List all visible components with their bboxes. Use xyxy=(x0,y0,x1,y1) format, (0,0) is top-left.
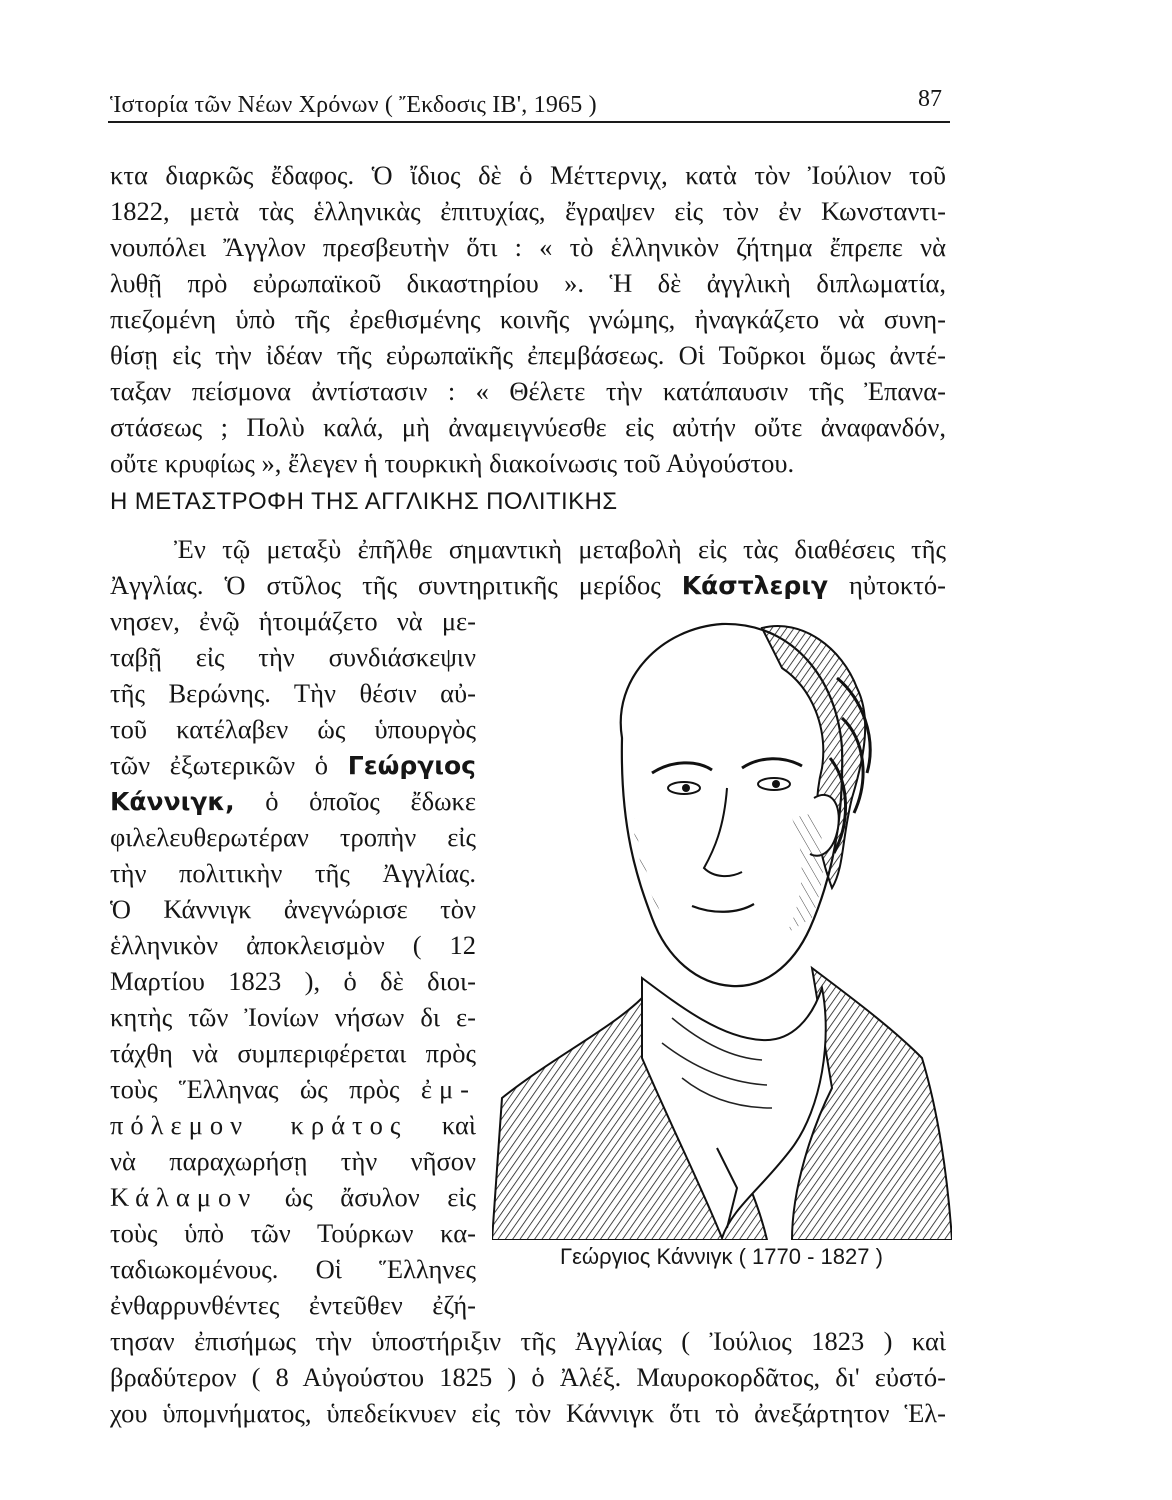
text-run: ὁ ὁποῖος ἔδωκε xyxy=(265,786,476,816)
text-line: στάσεως ; Πολὺ καλά, μὴ ἀναμειγνύεσθε εἰς αὐτήν οὔτε ἀναφανδόν, xyxy=(110,412,946,442)
text-run: καὶ xyxy=(441,1110,477,1140)
text-line: νὰ παραχωρήσῃ τὴν νῆσον xyxy=(110,1146,476,1176)
text-run: ηὐτοκτό- xyxy=(849,570,947,600)
text-line: ταβῇ εἰς τὴν συνδιάσκεψιν xyxy=(110,642,476,672)
text-line: 1822, μετὰ τὰς ἑλληνικὰς ἐπιτυχίας, ἔγραψεν εἰς τὸν ἐν Κωνσταντι- xyxy=(110,196,946,226)
text-line xyxy=(110,1178,476,1216)
text-line: ἐνθαρρυνθέντες ἐντεῦθεν ἐζή- xyxy=(110,1290,476,1320)
text-line: τῆς Βερώνης. Τὴν θέσιν αὐ- xyxy=(110,678,476,708)
spaced-text: ἐμ- xyxy=(420,1074,476,1104)
text-line: οὔτε κρυφίως », ἔλεγεν ἡ τουρκικὴ διακοίνωσις τοῦ Αὐγούστου. xyxy=(110,448,795,478)
portrait-engraving xyxy=(492,588,952,1240)
text-run: Ἀγγλίας. Ὁ στῦλος τῆς συντηριτικῆς μερίδος xyxy=(110,570,661,600)
text-line xyxy=(110,782,476,820)
section-heading: Η ΜΕΤΑΣΤΡΟΦΗ ΤΗΣ ΑΓΓΛΙΚΗΣ ΠΟΛΙΤΙΚΗΣ xyxy=(110,488,618,515)
text-line: ταδιωκομένους. Οἱ Ἕλληνες xyxy=(110,1254,476,1284)
text-line xyxy=(110,746,476,784)
text-line: κτα διαρκῶς ἔδαφος. Ὁ ἴδιος δὲ ὁ Μέττερνιχ, κατὰ τὸν Ἰούλιον τοῦ xyxy=(110,160,946,190)
text-line: φιλελευθερωτέραν τροπὴν εἰς xyxy=(110,822,476,852)
page-number: 87 xyxy=(918,86,942,112)
text-line: κητὴς τῶν Ἰονίων νήσων δι ε- xyxy=(110,1002,476,1032)
text-line xyxy=(110,1106,476,1144)
text-run: τῶν ἐξωτερικῶν ὁ xyxy=(110,750,329,780)
text-line xyxy=(110,1070,476,1108)
name-castlereagh: Κάστλεριγ xyxy=(681,571,829,600)
text-line: Ὁ Κάννιγκ ἀνεγνώρισε τὸν xyxy=(110,894,476,924)
spaced-text: πόλεμον κράτος xyxy=(110,1110,408,1140)
portrait-caption: Γεώργιος Κάννιγκ ( 1770 - 1827 ) xyxy=(560,1244,883,1269)
text-line: ταξαν πείσμονα ἀντίστασιν : « Θέλετε τὴν κατάπαυσιν τῆς Ἐπανα- xyxy=(110,376,946,406)
text-line: πιεζομένη ὑπὸ τῆς ἐρεθισμένης κοινῆς γνώμης, ἠναγκάζετο νὰ συνη- xyxy=(110,304,946,334)
spaced-text: Κάλαμον xyxy=(110,1182,258,1212)
name-george: Γεώργιος xyxy=(347,751,477,780)
text-line: τοῦ κατέλαβεν ὡς ὑπουργὸς xyxy=(110,714,476,744)
text-line: τάχθη νὰ συμπεριφέρεται πρὸς xyxy=(110,1038,476,1068)
text-line: θίσῃ εἰς τὴν ἰδέαν τῆς εὐρωπαϊκῆς ἐπεμβάσεως. Οἱ Τοῦρκοι ὅμως ἀντέ- xyxy=(110,340,946,370)
text-line: τοὺς ὑπὸ τῶν Τούρκων κα- xyxy=(110,1218,476,1248)
text-line: Μαρτίου 1823 ), ὁ δὲ διοι- xyxy=(110,966,476,996)
text-line: τησαν ἐπισήμως τὴν ὑποστήριξιν τῆς Ἀγγλίας ( Ἰούλιος 1823 ) καὶ xyxy=(110,1326,946,1356)
header-rule xyxy=(108,121,950,123)
text-line: τὴν πολιτικὴν τῆς Ἀγγλίας. xyxy=(110,858,476,888)
text-line: νουπόλει Ἄγγλον πρεσβευτὴν ὅτι : « τὸ ἑλληνικὸν ζήτημα ἔπρεπε νὰ xyxy=(110,232,946,262)
running-header-title: Ἱστορία τῶν Νέων Χρόνων ( Ἔκδοσις ΙΒ', 1965 ) xyxy=(110,92,597,118)
text-line: βραδύτερον ( 8 Αὐγούστου 1825 ) ὁ Ἀλέξ. Μαυροκορδᾶτος, δι' εὐστό- xyxy=(110,1362,946,1392)
text-line: λυθῇ πρὸ εὐρωπαϊκοῦ δικαστηρίου ». Ἡ δὲ ἀγγλικὴ διπλωματία, xyxy=(110,268,946,298)
text-line: Ἐν τῷ μεταξὺ ἐπῆλθε σημαντικὴ μεταβολὴ εἰς τὰς διαθέσεις τῆς xyxy=(174,534,946,564)
name-canning: Κάννιγκ, xyxy=(110,787,235,816)
text-run: τοὺς Ἕλληνας ὡς πρὸς xyxy=(110,1074,400,1104)
text-line: ἑλληνικὸν ἀποκλεισμὸν ( 12 xyxy=(110,930,476,960)
text-line: χου ὑπομνήματος, ὑπεδείκνυεν εἰς τὸν Κάννιγκ ὅτι τὸ ἀνεξάρτητον Ἑλ- xyxy=(110,1398,946,1428)
text-run: ὡς ἄσυλον εἰς xyxy=(284,1182,477,1212)
text-line: νησεν, ἐνῷ ἡτοιμάζετο νὰ με- xyxy=(110,606,476,636)
